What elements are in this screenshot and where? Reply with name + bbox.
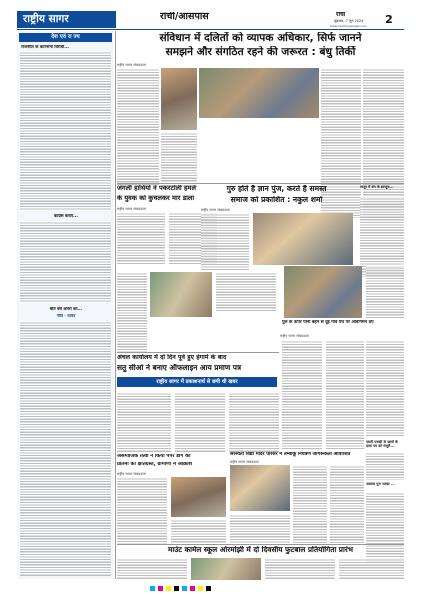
article-3-headline-line1: गुरु होते हैं ज्ञान पुंज, करते हैं समस्त	[226, 185, 327, 193]
masthead-date: शुक्रवार, 7 जून 2024	[334, 19, 364, 23]
mid-text-col-a	[117, 392, 171, 452]
masthead-divider	[17, 29, 404, 30]
article-9-text-b	[265, 558, 335, 580]
article-8-headline: सरस्वती विद्या मंदिर परिसर में तम्बाकू नियंत्रण जागरूकता आयोजित	[230, 452, 351, 457]
article-6-side-text	[366, 266, 404, 318]
article-latur	[360, 185, 404, 275]
masthead-city-right: रांची	[336, 12, 346, 18]
sidebar-column	[17, 31, 114, 579]
masthead-logo: राष्ट्रीय सागर	[17, 11, 116, 28]
registration-marks	[150, 586, 270, 592]
black-swatch	[206, 586, 211, 591]
article-5-banner: राष्ट्रीय सागर में प्रकाशनार्थ से छपी थी खबर	[117, 377, 277, 387]
article-9-headline: माउंट कार्मल स्कूल ओरमांझी में दो दिवसीय फुटबाल प्रतियोगिता प्रारंभ	[168, 546, 353, 554]
article-1-col1	[117, 68, 159, 186]
article-7-byline: राष्ट्रीय सागर संवाददाता	[117, 472, 146, 476]
article-10-text	[366, 452, 404, 480]
article-8-text-b	[330, 465, 364, 544]
column-rule	[115, 31, 116, 579]
sidebar-bottom-heading: बीते वर्ष अतंरा का...	[49, 307, 83, 311]
page-number-badge: 2	[381, 11, 397, 28]
article-7-headline-line2: प्रतिमा को क्षतिग्रस्त, ग्रामीणों में आक्रोश	[117, 462, 193, 467]
article-7-headline-line1: असमाजिक तत्वों ने किया पेपर डॉग की	[117, 454, 191, 459]
article-mount-carmel-football	[117, 546, 404, 582]
column-rule	[117, 352, 279, 353]
black-swatch	[174, 586, 179, 591]
sidebar-subhead: राजनीति के कारनामों विरोधी...	[21, 45, 70, 49]
magenta-swatch	[190, 586, 195, 591]
column-rule	[117, 183, 404, 184]
yellow-swatch	[198, 586, 203, 591]
cyan-swatch	[182, 586, 187, 591]
yellow-swatch	[166, 586, 171, 591]
article-2-text	[117, 212, 165, 265]
article-8-photo	[230, 465, 290, 511]
article-3-byline: राष्ट्रीय सागर संवाददाता	[201, 208, 230, 212]
article-1-byline: राष्ट्रीय सागर संवाददाता	[117, 63, 146, 67]
article-3-headline-line2: समाज को प्रकाशित : नकुल शर्मा	[230, 196, 323, 204]
article-2-text-continued	[117, 272, 147, 352]
article-6-byline: राष्ट्रीय सागर संवाददाता	[280, 334, 309, 338]
article-4-text	[360, 197, 404, 277]
article-3-photo	[253, 213, 353, 265]
article-5-headline-line2: सतु सीओ ने बनाए ऑफलाइन आय प्रमाण पत्र	[117, 364, 242, 372]
magenta-swatch	[158, 586, 163, 591]
mid-text-col-c	[229, 392, 279, 452]
article-10-headline: एसटी एससी के छात्रों के दावा पत्र को मंजूरी...	[366, 440, 398, 449]
article-9-text-a	[117, 558, 187, 580]
article-3-text	[201, 213, 249, 270]
article-1-photo-small	[161, 68, 197, 130]
article-bridge-flooding	[282, 266, 404, 326]
article-1-headline-line2: समझने और संगठित रहने की जरूरत : बंधु तिर्की	[165, 46, 356, 58]
masthead-website: www.rashtriyasagar.com	[330, 24, 367, 28]
article-6-headline: पुल के ऊपर पानी बहने से दुई गांव पथ पर आवागमन ठप	[282, 320, 374, 325]
article-5-headline-line1: अंचल कार्यालय में दो दिन पूर्व हुए हंगामे के बाद	[117, 354, 227, 361]
article-2-photo	[150, 272, 212, 317]
article-2-byline: राष्ट्रीय सागर संवाददाता	[117, 207, 146, 211]
article-guru-nakul-sharma	[199, 185, 354, 270]
article-1-main-photo	[199, 68, 319, 118]
article-8-byline: राष्ट्रीय सागर संवाददाता	[230, 460, 259, 464]
article-8-text-a	[293, 465, 327, 544]
sidebar-text-block-2	[20, 221, 111, 303]
mid-text-col-d	[282, 340, 322, 450]
article-7-text	[117, 477, 167, 544]
article-7-photo	[171, 477, 226, 517]
article-saraswati-vidya-mandir	[230, 452, 364, 544]
article-6-photo	[284, 266, 362, 318]
article-statue-vandalism	[117, 454, 227, 544]
right-col-top-text	[366, 340, 404, 436]
article-4-headline: लातूर में बंग के घ्रान्तूरा...	[360, 185, 394, 189]
masthead-section-title: रांची/आसपास	[160, 12, 209, 22]
article-st-sc-students	[366, 440, 404, 480]
sidebar-bullet-list	[20, 321, 111, 576]
article-1-headline-line1: संविधान में दलितों को व्यापक अधिकार, सिर्फ जानने	[159, 32, 362, 44]
article-1-col1b	[161, 132, 197, 187]
sidebar-mid-heading: कांग्रेस बताए...	[54, 214, 78, 218]
article-3-text-continued	[216, 272, 276, 312]
sidebar-list-heading: नीति - सचिव	[56, 314, 76, 318]
article-7-text-b	[171, 519, 226, 544]
article-8-text-c	[230, 514, 290, 544]
article-2-headline-line1: जंगली हाथियों ने पकरटोली हमले	[117, 185, 196, 192]
mid-text-col-b	[175, 392, 225, 452]
cyan-swatch	[150, 586, 155, 591]
article-9-photo	[191, 558, 261, 580]
article-11-headline: आवास पुनः शाखा ...	[366, 482, 395, 486]
sidebar-header: देश एवं रा ज्य	[19, 33, 112, 42]
column-rule	[117, 544, 404, 545]
sidebar-text-block-1	[20, 51, 111, 211]
article-2-headline-line2: के युवक को कुचलकर मार डाला	[117, 195, 195, 202]
masthead	[0, 0, 421, 30]
mid-text-col-e	[326, 340, 364, 450]
article-9-text-c	[339, 558, 404, 580]
